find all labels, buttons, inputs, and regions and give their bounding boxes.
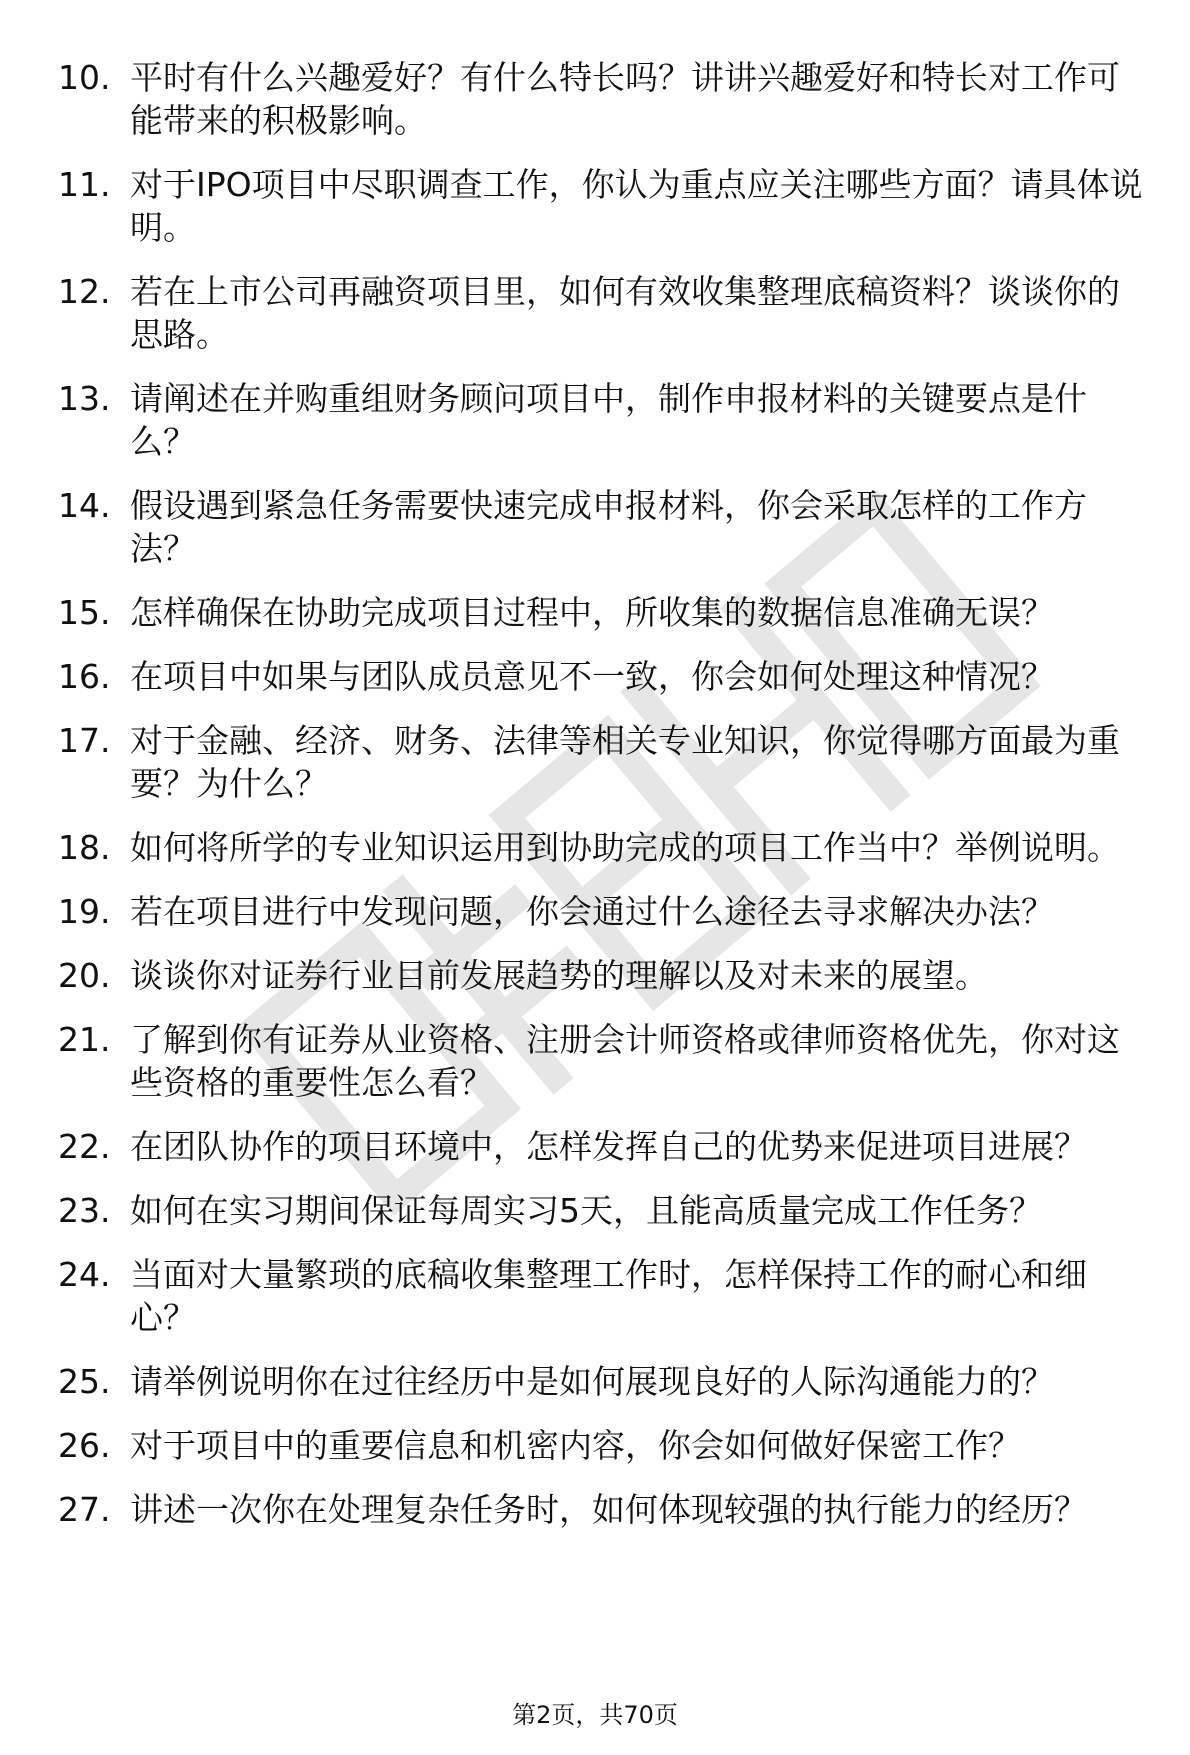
question-text: 若在项目进行中发现问题，你会通过什么途径去寻求解决办法？	[130, 892, 1054, 931]
question-number: 27.	[58, 1490, 111, 1529]
question-text: 如何将所学的专业知识运用到协助完成的项目工作当中？举例说明。	[130, 828, 1120, 867]
question-item	[58, 163, 1148, 249]
question-number: 11.	[58, 165, 111, 204]
question-item	[58, 1018, 1148, 1104]
question-item	[58, 1253, 1148, 1339]
question-number: 18.	[58, 828, 111, 867]
question-text: 怎样确保在协助完成项目过程中，所收集的数据信息准确无误？	[130, 593, 1054, 632]
question-text: 对于金融、经济、财务、法律等相关专业知识，你觉得哪方面最为重要？为什么？	[130, 721, 1120, 803]
question-item	[58, 1125, 1148, 1168]
question-number: 24.	[58, 1255, 111, 1294]
question-number: 22.	[58, 1127, 111, 1166]
question-item	[58, 484, 1148, 570]
question-text: 对于IPO项目中尽职调查工作，你认为重点应关注哪些方面？请具体说明。	[130, 165, 1143, 247]
question-text: 如何在实习期间保证每周实习5天，且能高质量完成工作任务？	[130, 1191, 1042, 1230]
question-item	[58, 591, 1148, 634]
question-text: 讲述一次你在处理复杂任务时，如何体现较强的执行能力的经历？	[130, 1490, 1087, 1529]
question-text: 请举例说明你在过往经历中是如何展现良好的人际沟通能力的？	[130, 1362, 1054, 1401]
question-text: 对于项目中的重要信息和机密内容，你会如何做好保密工作？	[130, 1426, 1021, 1465]
question-item	[58, 1424, 1148, 1467]
question-number: 19.	[58, 892, 111, 931]
question-number: 12.	[58, 272, 111, 311]
question-item	[58, 890, 1148, 933]
question-number: 16.	[58, 657, 111, 696]
question-item	[58, 826, 1148, 869]
question-item	[58, 1488, 1148, 1531]
question-number: 10.	[58, 58, 111, 97]
question-text: 在项目中如果与团队成员意见不一致，你会如何处理这种情况？	[130, 657, 1054, 696]
question-number: 14.	[58, 486, 111, 525]
question-number: 20.	[58, 956, 111, 995]
page-number: 第2页，共70页	[512, 1701, 678, 1729]
question-item	[58, 954, 1148, 997]
question-number: 26.	[58, 1426, 111, 1465]
question-list	[58, 56, 1148, 1552]
question-text: 假设遇到紧急任务需要快速完成申报材料，你会采取怎样的工作方法？	[130, 486, 1087, 568]
question-number: 21.	[58, 1020, 111, 1059]
question-number: 17.	[58, 721, 111, 760]
question-number: 23.	[58, 1191, 111, 1230]
question-text: 若在上市公司再融资项目里，如何有效收集整理底稿资料？谈谈你的思路。	[130, 272, 1120, 354]
question-item	[58, 719, 1148, 805]
question-number: 13.	[58, 379, 111, 418]
question-item	[58, 270, 1148, 356]
question-item	[58, 1189, 1148, 1232]
question-text: 在团队协作的项目环境中，怎样发挥自己的优势来促进项目进展？	[130, 1127, 1087, 1166]
question-item	[58, 655, 1148, 698]
question-item	[58, 377, 1148, 463]
question-text: 了解到你有证券从业资格、注册会计师资格或律师资格优先，你对这些资格的重要性怎么看？	[130, 1020, 1120, 1102]
question-number: 15.	[58, 593, 111, 632]
question-item	[58, 56, 1148, 142]
question-item	[58, 1360, 1148, 1403]
question-text: 谈谈你对证券行业目前发展趋势的理解以及对未来的展望。	[130, 956, 988, 995]
question-number: 25.	[58, 1362, 111, 1401]
question-text: 平时有什么兴趣爱好？有什么特长吗？讲讲兴趣爱好和特长对工作可能带来的积极影响。	[130, 58, 1120, 140]
question-text: 当面对大量繁琐的底稿收集整理工作时，怎样保持工作的耐心和细心？	[130, 1255, 1087, 1337]
question-text: 请阐述在并购重组财务顾问项目中，制作申报材料的关键要点是什么？	[130, 379, 1087, 461]
